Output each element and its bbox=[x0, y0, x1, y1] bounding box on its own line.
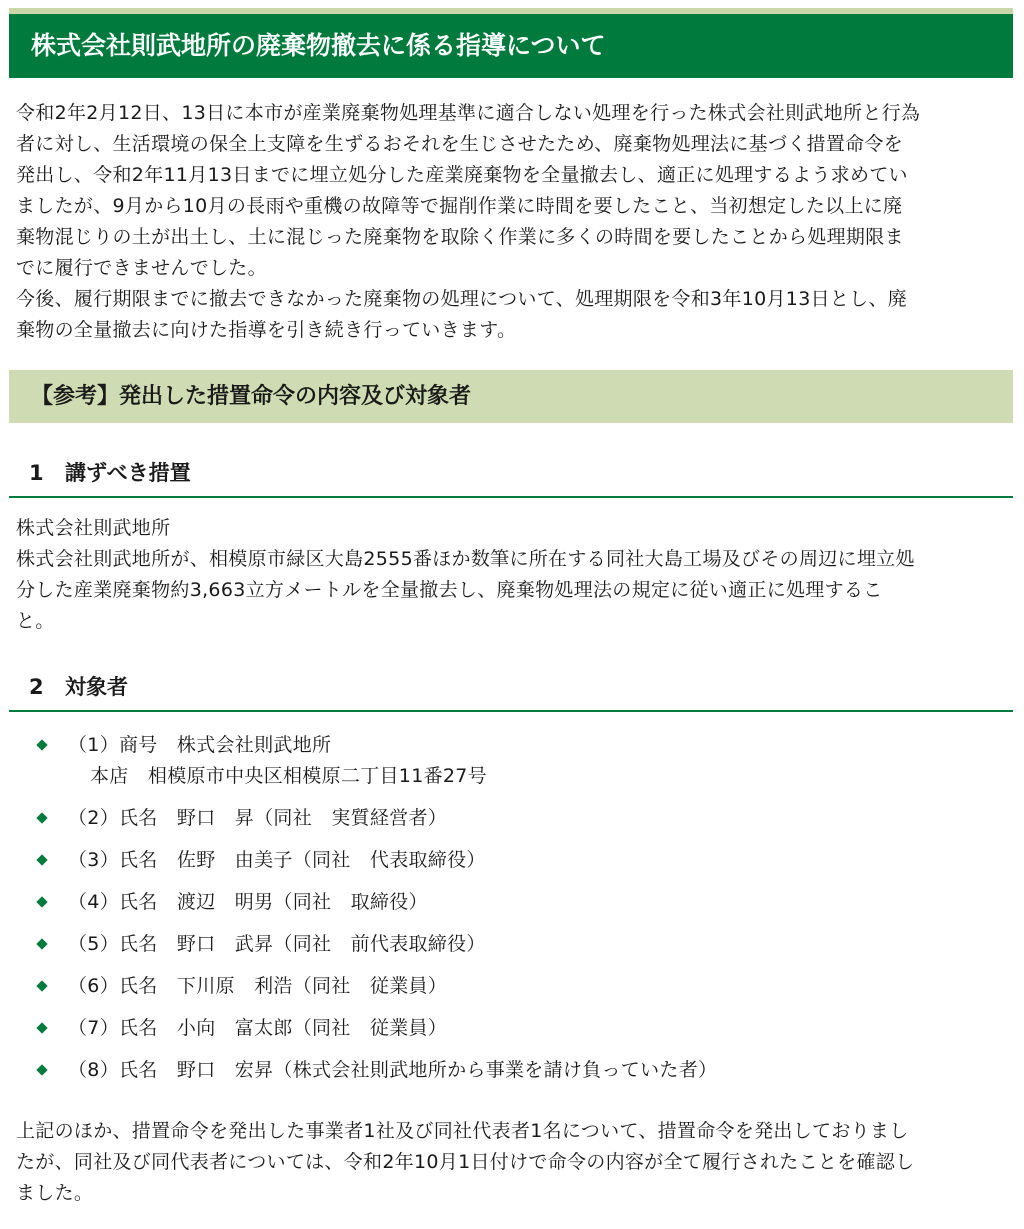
section1-line: と。 bbox=[16, 610, 55, 632]
bullet-diamond-icon bbox=[36, 739, 47, 750]
closing-line: たが、同社及び同代表者については、令和2年10月1日付けで命令の内容が全て履行されたことを確認し bbox=[16, 1151, 915, 1173]
section1-line: 分した産業廃棄物約3,663立方メートルを全量撤去し、廃棄物処理法の規定に従い適正に処理するこ bbox=[16, 579, 883, 601]
closing-line: 上記のほか、措置命令を発出した事業者1社及び同社代表者1名について、措置命令を発出しておりまし bbox=[16, 1120, 909, 1142]
section1-body bbox=[16, 513, 1010, 637]
intro-line: ましたが、9月から10月の長雨や重機の故障等で掘削作業に時間を要したこと、当初想定した以上に廃 bbox=[16, 195, 903, 217]
list-item-text: （8）氏名 野口 宏昇（株式会社則武地所から事業を請け負っていた者） bbox=[68, 1059, 718, 1081]
section1-title: 講ずべき措置 bbox=[65, 461, 191, 485]
list-item bbox=[36, 929, 1006, 960]
closing-paragraph bbox=[16, 1116, 1010, 1209]
list-item bbox=[36, 803, 1006, 834]
list-item-text: （4）氏名 渡辺 明男（同社 取締役） bbox=[68, 891, 428, 913]
section2-title: 対象者 bbox=[65, 675, 128, 699]
page-title: 株式会社則武地所の廃棄物撤去に係る指導について bbox=[9, 14, 1013, 78]
list-item bbox=[36, 887, 1006, 918]
list-item bbox=[36, 1013, 1006, 1044]
list-item bbox=[36, 730, 1006, 792]
section1-line: 株式会社則武地所が、相模原市緑区大島2555番ほか数筆に所在する同社大島工場及びその周辺に埋立処 bbox=[16, 548, 915, 570]
bullet-diamond-icon bbox=[36, 896, 47, 907]
intro-line: 令和2年2月12日、13日に本市が産業廃棄物処理基準に適合しない処理を行った株式会社則武地所と行為 bbox=[16, 102, 921, 124]
list-item-text: （5）氏名 野口 武昇（同社 前代表取締役） bbox=[68, 933, 486, 955]
bullet-diamond-icon bbox=[36, 812, 47, 823]
intro-line: 棄物の全量撤去に向けた指導を引き続き行っていきます。 bbox=[16, 319, 517, 341]
intro-line: 発出し、令和2年11月13日までに埋立処分した産業廃棄物を全量撤去し、適正に処理するよう求めてい bbox=[16, 164, 908, 186]
bullet-diamond-icon bbox=[36, 980, 47, 991]
list-item-text: （1）商号 株式会社則武地所 bbox=[68, 734, 332, 756]
list-item-text: （6）氏名 下川原 利浩（同社 従業員） bbox=[68, 975, 448, 997]
list-item-text: （3）氏名 佐野 由美子（同社 代表取締役） bbox=[68, 849, 486, 871]
list-item bbox=[36, 845, 1006, 876]
bullet-diamond-icon bbox=[36, 1022, 47, 1033]
list-item-text: （7）氏名 小向 富太郎（同社 従業員） bbox=[68, 1017, 448, 1039]
section1-line: 株式会社則武地所 bbox=[16, 517, 171, 539]
target-list bbox=[36, 730, 1006, 1086]
intro-line: 棄物混じりの土が出土し、土に混じった廃棄物を取除く作業に多くの時間を要したことから処理期限ま bbox=[16, 226, 904, 248]
section2-heading bbox=[9, 662, 1013, 712]
list-item bbox=[36, 971, 1006, 1002]
reference-heading: 【参考】発出した措置命令の内容及び対象者 bbox=[9, 370, 1013, 423]
intro-line: でに履行できませんでした。 bbox=[16, 257, 267, 279]
section1-number: 1 bbox=[29, 461, 44, 485]
section1-heading bbox=[9, 448, 1013, 498]
intro-paragraph bbox=[16, 98, 1010, 346]
section2-number: 2 bbox=[29, 675, 44, 699]
bullet-diamond-icon bbox=[36, 938, 47, 949]
list-item-text: （2）氏名 野口 昇（同社 実質経営者） bbox=[68, 807, 448, 829]
intro-line: 者に対し、生活環境の保全上支障を生ずるおそれを生じさせたため、廃棄物処理法に基づく措置命令を bbox=[16, 133, 904, 155]
closing-line: ました。 bbox=[16, 1182, 94, 1204]
intro-line: 今後、履行期限までに撤去できなかった廃棄物の処理について、処理期限を令和3年10月13日とし、廃 bbox=[16, 288, 908, 310]
bullet-diamond-icon bbox=[36, 1064, 47, 1075]
list-item bbox=[36, 1055, 1006, 1086]
list-item-subtext: 本店 相模原市中央区相模原二丁目11番27号 bbox=[90, 765, 487, 787]
bullet-diamond-icon bbox=[36, 854, 47, 865]
